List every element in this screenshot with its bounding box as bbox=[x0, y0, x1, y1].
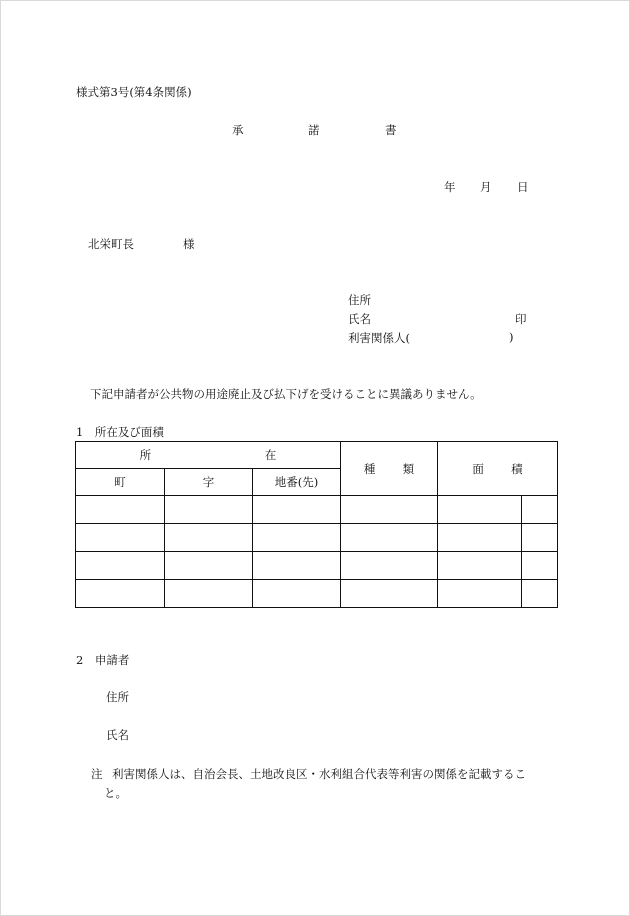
table-cell bbox=[76, 496, 165, 524]
type-header-b: 類 bbox=[402, 461, 415, 476]
type-header-a: 種 bbox=[363, 461, 376, 476]
table-cell bbox=[438, 580, 522, 608]
title-char-2: 諾 bbox=[308, 123, 320, 137]
table-cell bbox=[253, 552, 341, 580]
title-char-1: 承 bbox=[232, 123, 244, 137]
table-cell bbox=[522, 496, 558, 524]
table-cell bbox=[522, 524, 558, 552]
related-party-close: ) bbox=[509, 330, 514, 344]
note-line-2: と。 bbox=[104, 786, 127, 800]
table-cell bbox=[438, 552, 522, 580]
table-cell bbox=[253, 496, 341, 524]
date-day: 日 bbox=[517, 180, 529, 194]
seal-mark: 印 bbox=[515, 312, 527, 326]
table-cell bbox=[165, 496, 253, 524]
location-header-b: 在 bbox=[264, 448, 277, 462]
area-header bbox=[438, 442, 558, 496]
table-row bbox=[76, 580, 558, 608]
table-row bbox=[76, 552, 558, 580]
table-cell bbox=[76, 580, 165, 608]
applicant-name-label: 氏名 bbox=[106, 728, 129, 742]
table-cell bbox=[341, 524, 438, 552]
area-header-a: 面 bbox=[472, 461, 484, 476]
related-party-label: 利害関係人( bbox=[348, 331, 410, 345]
location-header-a: 所 bbox=[139, 448, 152, 462]
table-cell bbox=[253, 580, 341, 608]
form-number: 様式第3号(第4条関係) bbox=[76, 85, 192, 99]
location-area-table bbox=[75, 441, 558, 608]
table-cell bbox=[438, 496, 522, 524]
section1-heading: 1 所在及び面積 bbox=[76, 425, 164, 439]
date-month: 月 bbox=[480, 180, 492, 194]
table-cell bbox=[76, 524, 165, 552]
table-cell bbox=[341, 552, 438, 580]
sender-address-label: 住所 bbox=[348, 293, 371, 307]
section2-heading: 2 申請者 bbox=[76, 653, 130, 667]
subheader-lot-number: 地番(先) bbox=[253, 469, 341, 496]
table-cell bbox=[438, 524, 522, 552]
body-text: 下記申請者が公共物の用途廃止及び払下げを受けることに異議ありません。 bbox=[90, 387, 482, 401]
area-header-b: 積 bbox=[511, 461, 523, 476]
table-cell bbox=[522, 580, 558, 608]
table-row bbox=[76, 496, 558, 524]
note-label: 注 bbox=[91, 767, 103, 781]
table-cell bbox=[165, 552, 253, 580]
table-cell bbox=[253, 524, 341, 552]
table-cell bbox=[76, 552, 165, 580]
table-cell bbox=[341, 580, 438, 608]
addressee-honorific: 様 bbox=[183, 237, 195, 251]
addressee-name: 北栄町長 bbox=[88, 237, 134, 251]
location-header bbox=[76, 442, 341, 469]
title-char-3: 書 bbox=[385, 123, 397, 137]
note-line-1: 利害関係人は、自治会長、土地改良区・水利組合代表等利害の関係を記載するこ bbox=[112, 767, 526, 781]
date-year: 年 bbox=[444, 180, 456, 194]
type-header bbox=[341, 442, 438, 496]
subheader-town: 町 bbox=[76, 469, 165, 496]
applicant-address-label: 住所 bbox=[106, 690, 129, 704]
table-cell bbox=[522, 552, 558, 580]
table-row bbox=[76, 524, 558, 552]
sender-name-label: 氏名 bbox=[348, 312, 371, 326]
table-cell bbox=[165, 524, 253, 552]
table-cell bbox=[341, 496, 438, 524]
table-cell bbox=[165, 580, 253, 608]
subheader-aza: 字 bbox=[165, 469, 253, 496]
